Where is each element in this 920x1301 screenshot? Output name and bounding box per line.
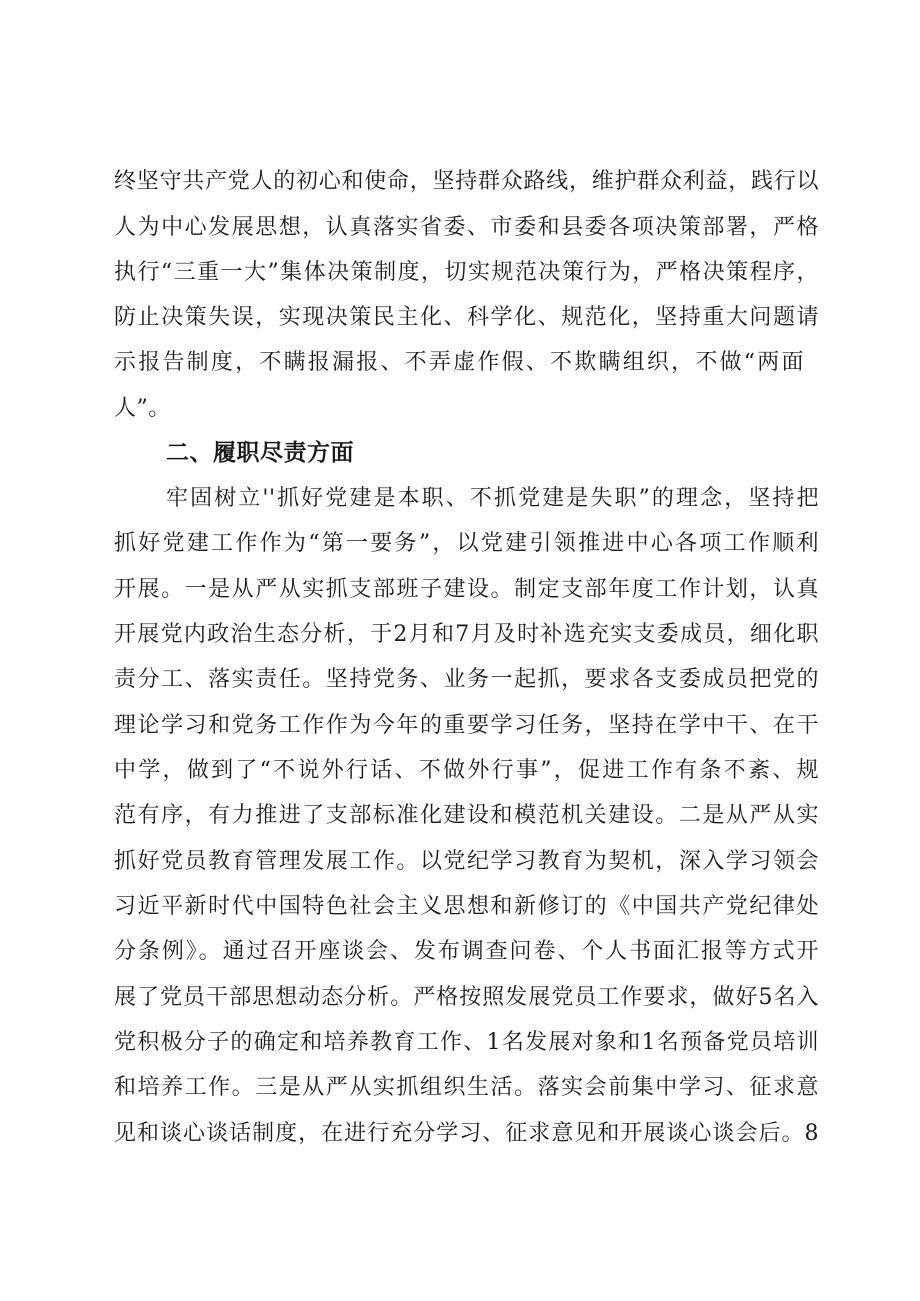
text-line: 理论学习和党务工作作为今年的重要学习任务，坚持在学中干、在干 [114, 713, 819, 738]
text-line: 展了党员干部思想动态分析。严格按照发展党员工作要求，做好5名入 [114, 985, 819, 1010]
text-line: 分条例》。通过召开座谈会、发布调查问卷、个人书面汇报等方式开 [114, 939, 819, 964]
text-line: 人”。 [114, 396, 171, 421]
text-line: 开展党内政治生态分析，于2月和7月及时补选充实支委成员，细化职 [114, 622, 819, 647]
text-line: 示报告制度，不瞒报漏报、不弄虚作假、不欺瞒组织，不做“两面 [114, 350, 804, 375]
text-line: 责分工、落实责任。坚持党务、业务一起抓，要求各支委成员把党的 [114, 667, 819, 692]
text-line: 党积极分子的确定和培养教育工作、1名发展对象和1名预备党员培训 [114, 1030, 819, 1055]
text-line: 抓好党建工作作为“第一要务”，以党建引领推进中心各项工作顺利 [114, 531, 819, 556]
text-line: 终坚守共产党人的初心和使命，坚持群众路线，维护群众利益，践行以 [114, 169, 819, 194]
text-line: 和培养工作。三是从严从实抓组织生活。落实会前集中学习、征求意 [114, 1075, 819, 1100]
text-line: 习近平新时代中国特色社会主义思想和新修订的《中国共产党纪律处 [114, 894, 819, 919]
text-line: 防止决策失误，实现决策民主化、科学化、规范化，坚持重大问题请 [114, 305, 819, 330]
text-line: 范有序，有力推进了支部标准化建设和模范机关建设。二是从严从实 [114, 803, 819, 828]
text-line: 见和谈心谈话制度，在进行充分学习、征求意见和开展谈心谈会后。8 [114, 1121, 819, 1146]
text-line: 抓好党员教育管理发展工作。以党纪学习教育为契机，深入学习领会 [114, 849, 819, 874]
text-line: 执行“三重一大”集体决策制度，切实规范决策行为，严格决策程序， [114, 260, 819, 285]
text-line: 开展。一是从严从实抓支部班子建设。制定支部年度工作计划，认真 [114, 577, 819, 602]
text-line: 人为中心发展思想，认真落实省委、市委和县委各项决策部署，严格 [114, 215, 819, 240]
text-line: 中学，做到了“不说外行话、不做外行事”，促进工作有条不紊、规 [114, 758, 819, 783]
section-heading: 二、履职尽责方面 [166, 440, 354, 466]
text-line: 牢固树立''抓好党建是本职、不抓党建是失职”的理念，坚持把 [166, 486, 819, 511]
